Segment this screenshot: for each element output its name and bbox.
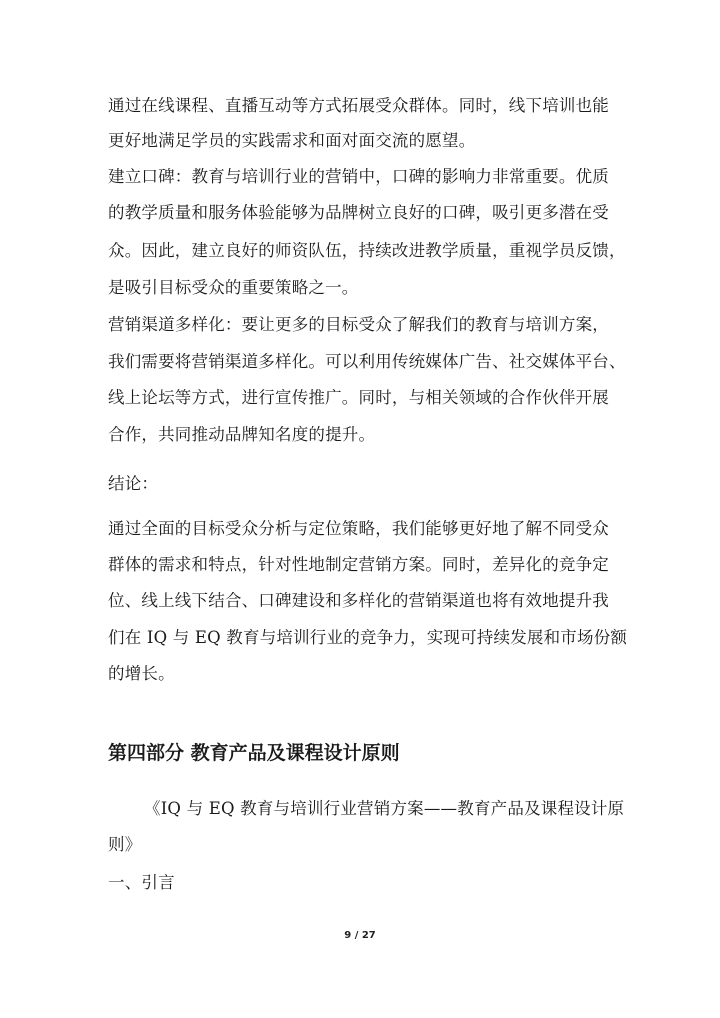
- body-line: 众。因此，建立良好的师资队伍，持续改进教学质量，重视学员反馈，: [108, 241, 626, 260]
- body-line: 更好地满足学员的实践需求和面对面交流的愿望。: [108, 131, 476, 150]
- body-line: 线上论坛等方式，进行宣传推广。同时，与相关领域的合作伙伴开展: [108, 388, 609, 407]
- body-line: 位、线上线下结合、口碑建设和多样化的营销渠道也将有效地提升我: [108, 591, 609, 610]
- body-line: 我们需要将营销渠道多样化。可以利用传统媒体广告、社交媒体平台、: [108, 352, 626, 371]
- body-line: 通过全面的目标受众分析与定位策略，我们能够更好地了解不同受众: [108, 519, 609, 538]
- body-line: 的教学质量和服务体验能够为品牌树立良好的口碑，吸引更多潜在受: [108, 203, 609, 222]
- body-line: 是吸引目标受众的重要策略之一。: [108, 278, 359, 297]
- body-line: 营销渠道多样化：要让更多的目标受众了解我们的教育与培训方案，: [108, 315, 609, 334]
- body-line: 通过在线课程、直播互动等方式拓展受众群体。同时，线下培训也能: [108, 96, 609, 115]
- subtitle-line: 则》: [108, 835, 142, 854]
- intro-heading: 一、引言: [108, 873, 175, 892]
- body-line: 们在 IQ 与 EQ 教育与培训行业的竞争力，实现可持续发展和市场份额: [108, 628, 628, 647]
- section-heading: 第四部分 教育产品及课程设计原则: [108, 742, 400, 764]
- body-line: 的增长。: [108, 664, 175, 683]
- body-line: 合作，共同推动品牌知名度的提升。: [108, 425, 376, 444]
- body-line: 结论：: [108, 474, 159, 493]
- page-number: 9 / 27: [344, 930, 376, 941]
- body-line: 群体的需求和特点，针对性地制定营销方案。同时，差异化的竞争定: [108, 555, 609, 574]
- body-line: 建立口碑：教育与培训行业的营销中，口碑的影响力非常重要。优质: [108, 167, 609, 186]
- subtitle-line: 《IQ 与 EQ 教育与培训行业营销方案——教育产品及课程设计原: [144, 799, 625, 818]
